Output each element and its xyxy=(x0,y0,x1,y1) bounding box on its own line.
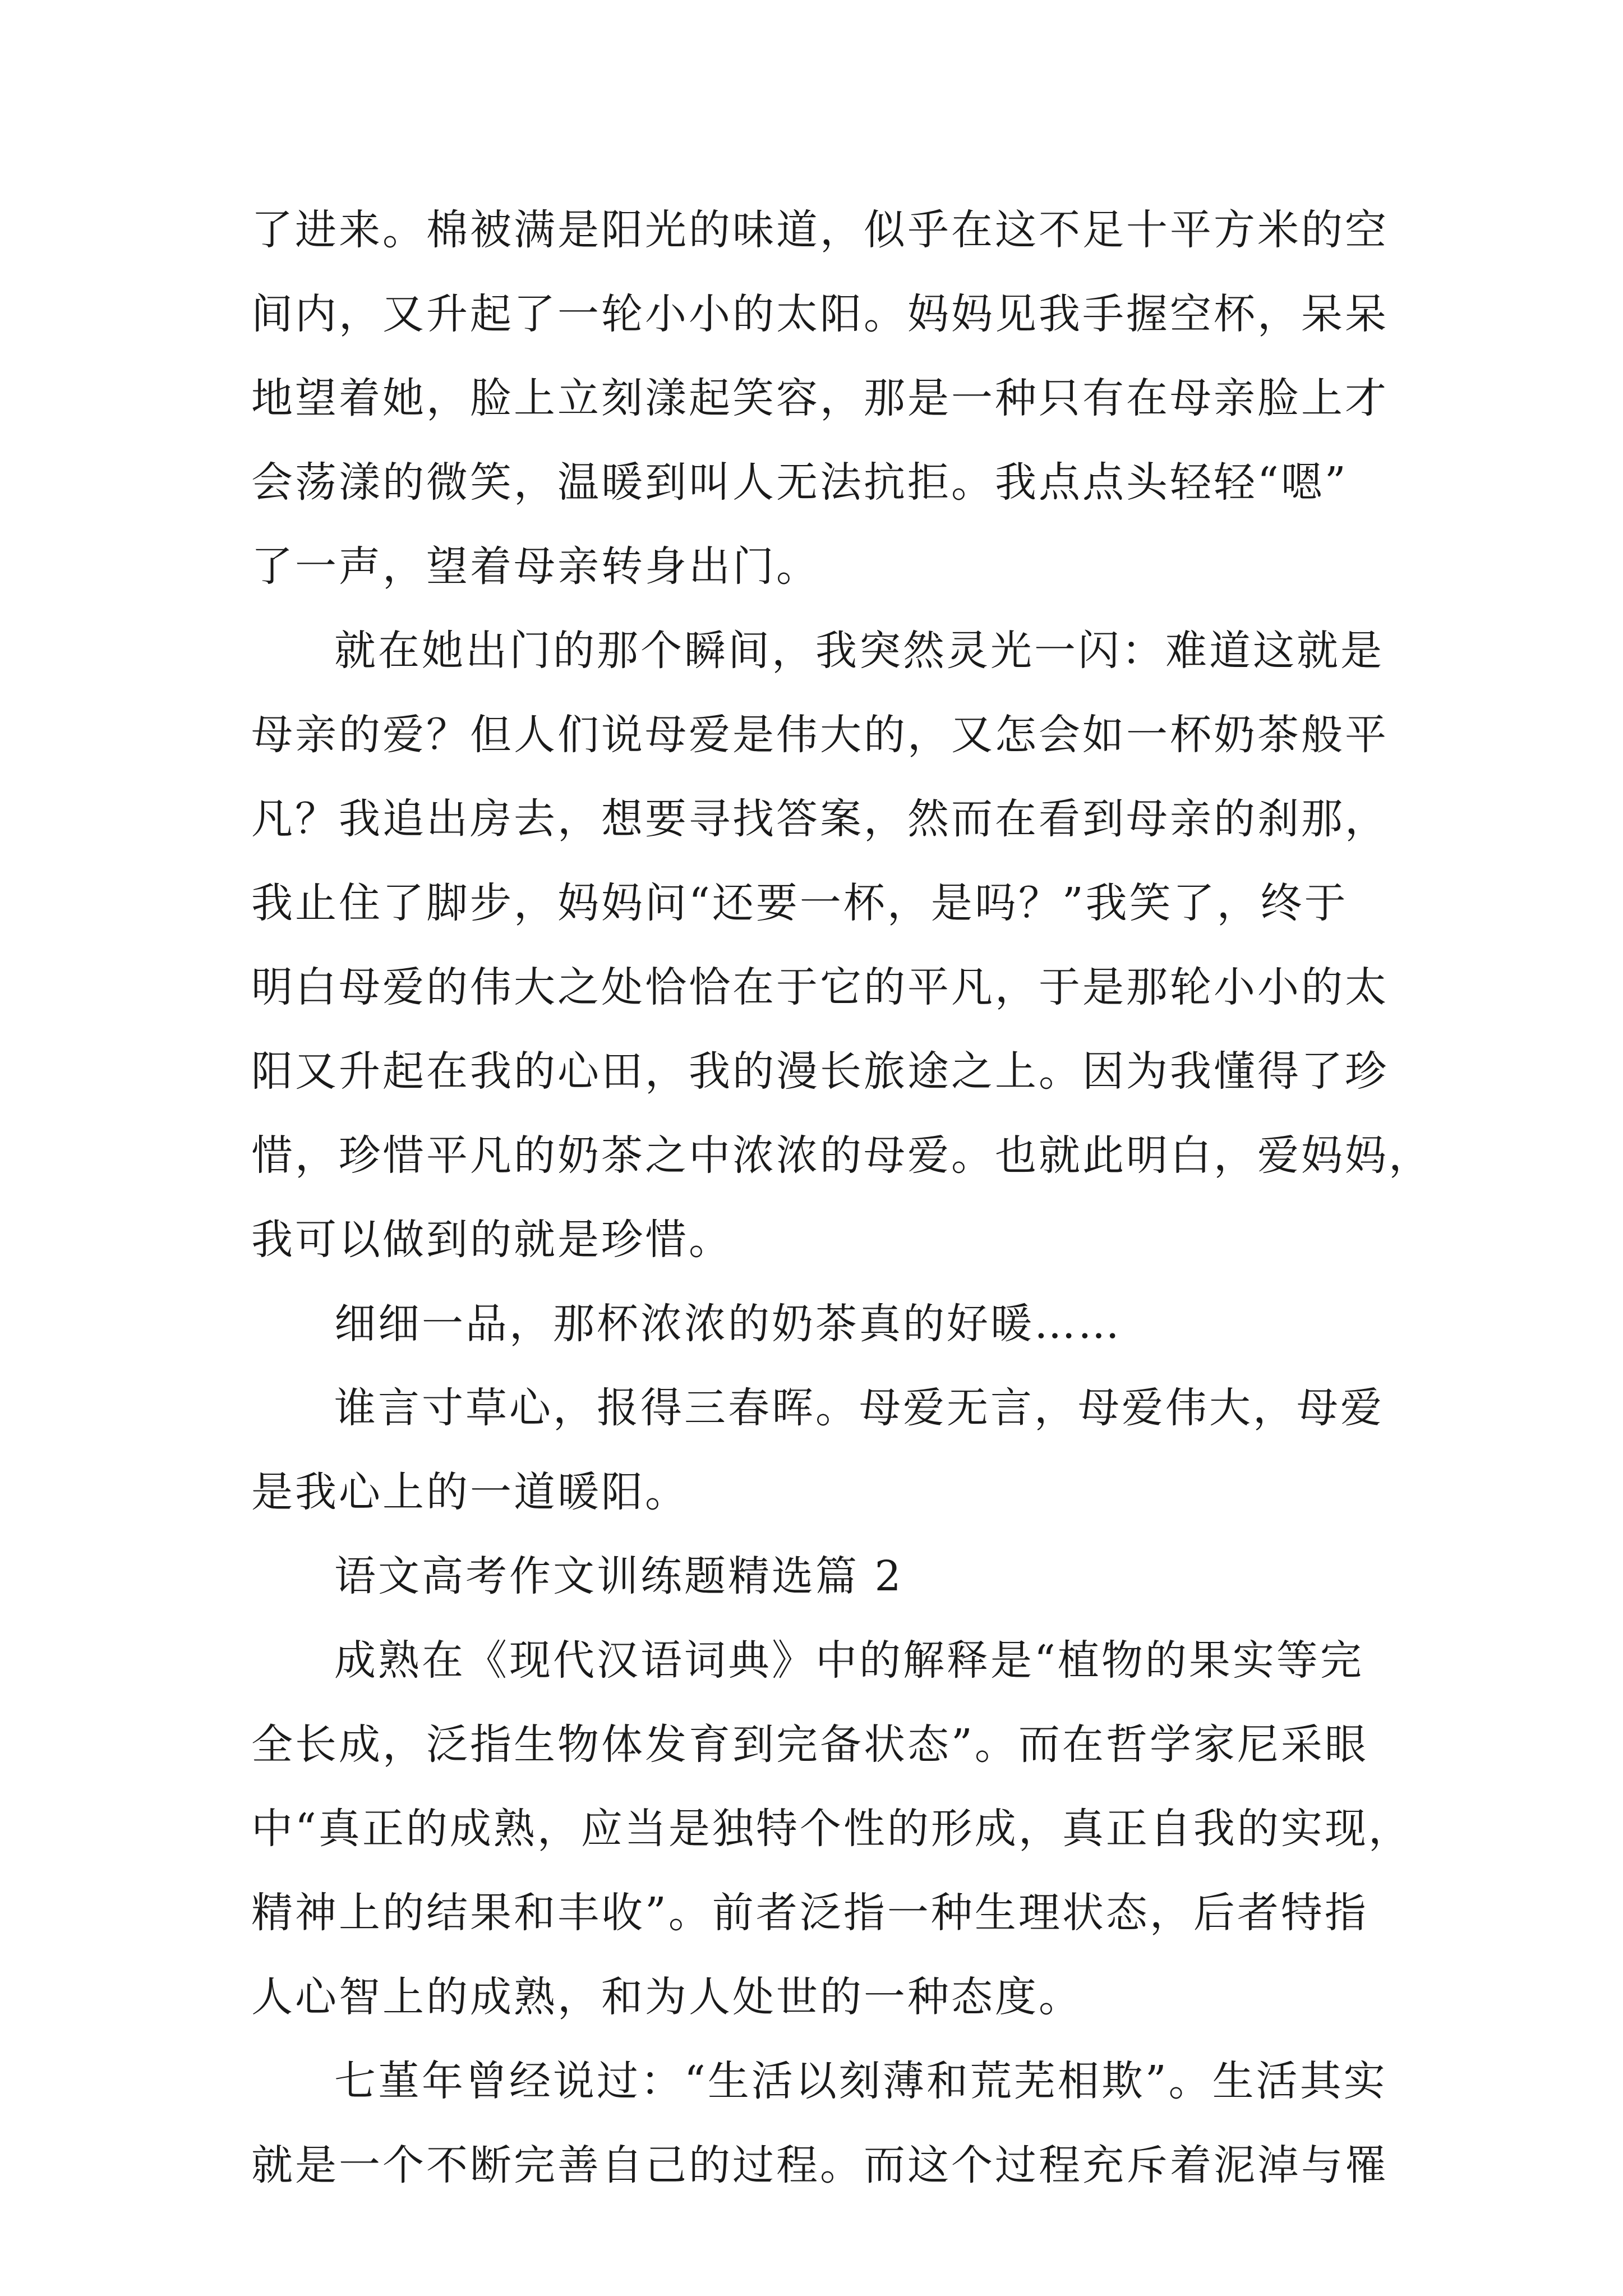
text-line: 间内，又升起了一轮小小的太阳。妈妈见我手握空杯，呆呆 xyxy=(251,290,1389,338)
text-line: 我止住了脚步，妈妈问“还要一杯，是吗？”我笑了，终于 xyxy=(251,879,1348,927)
text-line: 我可以做到的就是珍惜。 xyxy=(251,1216,732,1264)
text-line: 就在她出门的那个瞬间，我突然灵光一闪：难道这就是 xyxy=(334,627,1384,675)
text-line: 明白母爱的伟大之处恰恰在于它的平凡，于是那轮小小的太 xyxy=(251,963,1389,1011)
text-line: 地望着她，脸上立刻漾起笑容，那是一种只有在母亲脸上才 xyxy=(251,374,1389,422)
text-line: 会荡漾的微笑，温暖到叫人无法抗拒。我点点头轻轻“嗯” xyxy=(251,458,1348,507)
text-line: 七堇年曾经说过：“生活以刻薄和荒芜相欺”。生活其实 xyxy=(334,2057,1387,2105)
text-line: 是我心上的一道暖阳。 xyxy=(251,1468,689,1516)
text-line: 惜，珍惜平凡的奶茶之中浓浓的母爱。也就此明白，爱妈妈， xyxy=(251,1131,1432,1180)
text-line: 就是一个不断完善自己的过程。而这个过程充斥着泥淖与罹 xyxy=(251,2141,1389,2189)
text-line: 全长成，泛指生物体发育到完备状态”。而在哲学家尼采眼 xyxy=(251,1720,1368,1769)
text-line: 人心智上的成熟，和为人处世的一种态度。 xyxy=(251,1973,1082,2021)
text-line: 了进来。棉被满是阳光的味道，似乎在这不足十平方米的空 xyxy=(251,206,1389,254)
document-body xyxy=(251,188,1432,2207)
text-line: 凡？我追出房去，想要寻找答案，然而在看到母亲的刹那， xyxy=(251,795,1389,843)
text-line: 细细一品，那杯浓浓的奶茶真的好暖…… xyxy=(334,1300,1122,1348)
text-line: 谁言寸草心，报得三春晖。母爱无言，母爱伟大，母爱 xyxy=(334,1384,1384,1432)
text-line: 母亲的爱？但人们说母爱是伟大的，又怎会如一杯奶茶般平 xyxy=(251,711,1389,759)
text-line: 精神上的结果和丰收”。前者泛指一种生理状态，后者特指 xyxy=(251,1889,1368,1937)
text-line: 了一声，望着母亲转身出门。 xyxy=(251,542,820,591)
text-line: 阳又升起在我的心田，我的漫长旅途之上。因为我懂得了珍 xyxy=(251,1047,1389,1096)
text-line: 成熟在《现代汉语词典》中的解释是“植物的果实等完 xyxy=(334,1636,1364,1685)
text-line: 中“真正的成熟，应当是独特个性的形成，真正自我的实现， xyxy=(251,1805,1412,1853)
text-line: 语文高考作文训练题精选篇 2 xyxy=(334,1552,903,1600)
